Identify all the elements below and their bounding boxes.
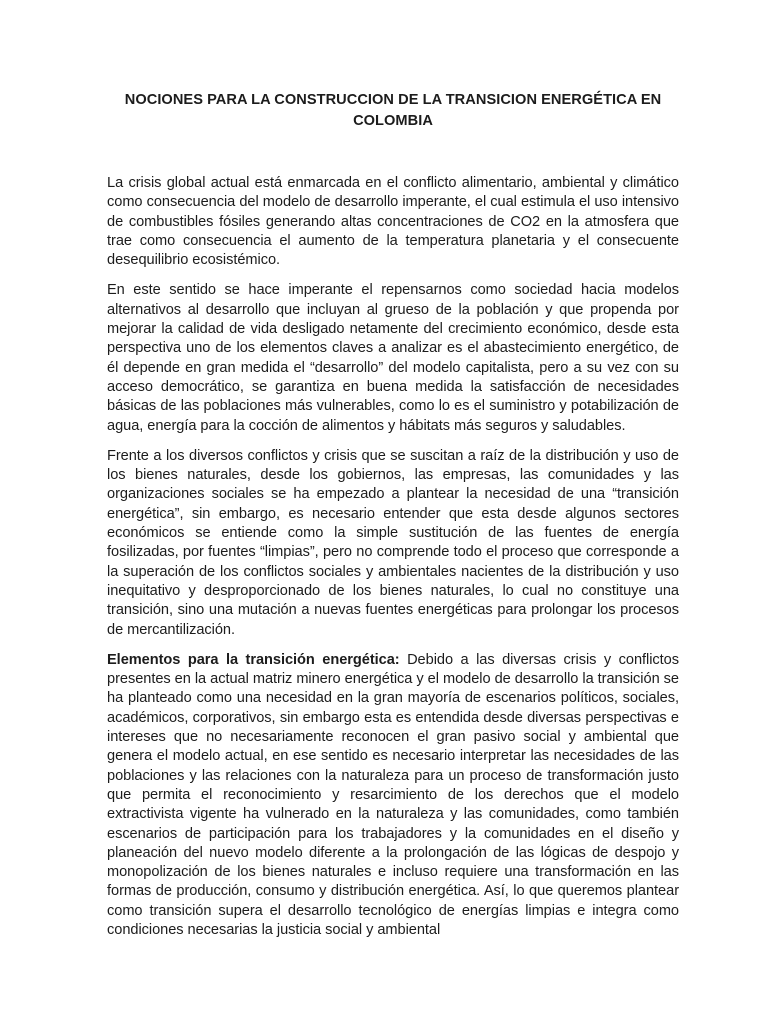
section-heading-elementos: Elementos para la transición energética: — [107, 651, 400, 668]
document-title: NOCIONES PARA LA CONSTRUCCION DE LA TRANSICION ENERGÉTICA EN COLOMBIA — [124, 92, 662, 129]
document-page — [107, 90, 679, 951]
paragraph-crisis-global: La crisis global actual está enmarcada en el conflicto alimentario, ambiental y climático como consecuencia del modelo de desarrollo imperante, el cual estimula el uso intensivo de combustibles fósiles generando altas concentraciones de CO2 en la atmosfera que trae como consecuencia el aumento de la temperatura planetaria y el consecuente desequilibrio ecosistémico. — [107, 175, 679, 269]
paragraph-elementos-text: Debido a las diversas crisis y conflictos presentes en la actual matriz minero energética y el modelo de desarrollo la transición se ha planteado como una necesidad en la gran mayoría de escenarios políticos, sociales, académicos, corporativos, sin embargo esta es entendida desde diversas perspectivas e intereses que no necesariamente reconocen el gran pasivo social y ambiental que genera el modelo actual, en ese sentido es necesario interpretar las necesidades de las poblaciones y las relaciones con la naturaleza para un proceso de transformación justo que permita el reconocimiento y resarcimiento de los derechos que el modelo extractivista vigente ha vulnerado en la naturaleza y las comunidades, como también escenarios de participación para los trabajadores y la comunidades en el diseño y planeación del nuevo modelo diferente a la prolongación de las lógicas de despojo y monopolización de los bienes naturales e incluso requiere una transformación en las formas de producción, consumo y distribución energética. Así, lo que queremos plantear como transición supera el desarrollo tecnológico de energías limpias e integra como condiciones necesarias la justicia social y ambiental — [107, 651, 679, 938]
paragraph-repensarnos: En este sentido se hace imperante el repensarnos como sociedad hacia modelos alternativos al desarrollo que incluyan al grueso de la población y que propenda por mejorar la calidad de vida desligado netamente del crecimiento económico, desde esta perspectiva uno de los elementos claves a analizar es el abastecimiento energético, de él depende en gran medida el “desarrollo” del modelo capitalista, pero a su vez con su acceso democrático, se garantiza en buena medida la satisfacción de necesidades básicas de las poblaciones más vulnerables, como lo es el suministro y potabilización de agua, energía para la cocción de alimentos y hábitats más seguros y saludables. — [107, 282, 679, 434]
paragraph-conflictos: Frente a los diversos conflictos y crisis que se suscitan a raíz de la distribución y uso de los bienes naturales, desde los gobiernos, las empresas, las comunidades y las organizaciones sociales se ha empezado a plantear la necesidad de una “transición energética”, sin embargo, es necesario entender que esta desde algunos sectores económicos se entiende como la simple sustitución de las fuentes de energía fosilizadas, por fuentes “limpias”, pero no comprende todo el proceso que corresponde a la superación de los conflictos sociales y ambientales nacientes de la distribución y uso inequitativo y desproporcionado de los bienes naturales, lo cual no constituye una transición, sino una mutación a nuevas fuentes energéticas para prolongar los procesos de mercantilización. — [107, 447, 679, 638]
paragraph-elementos — [107, 651, 679, 940]
